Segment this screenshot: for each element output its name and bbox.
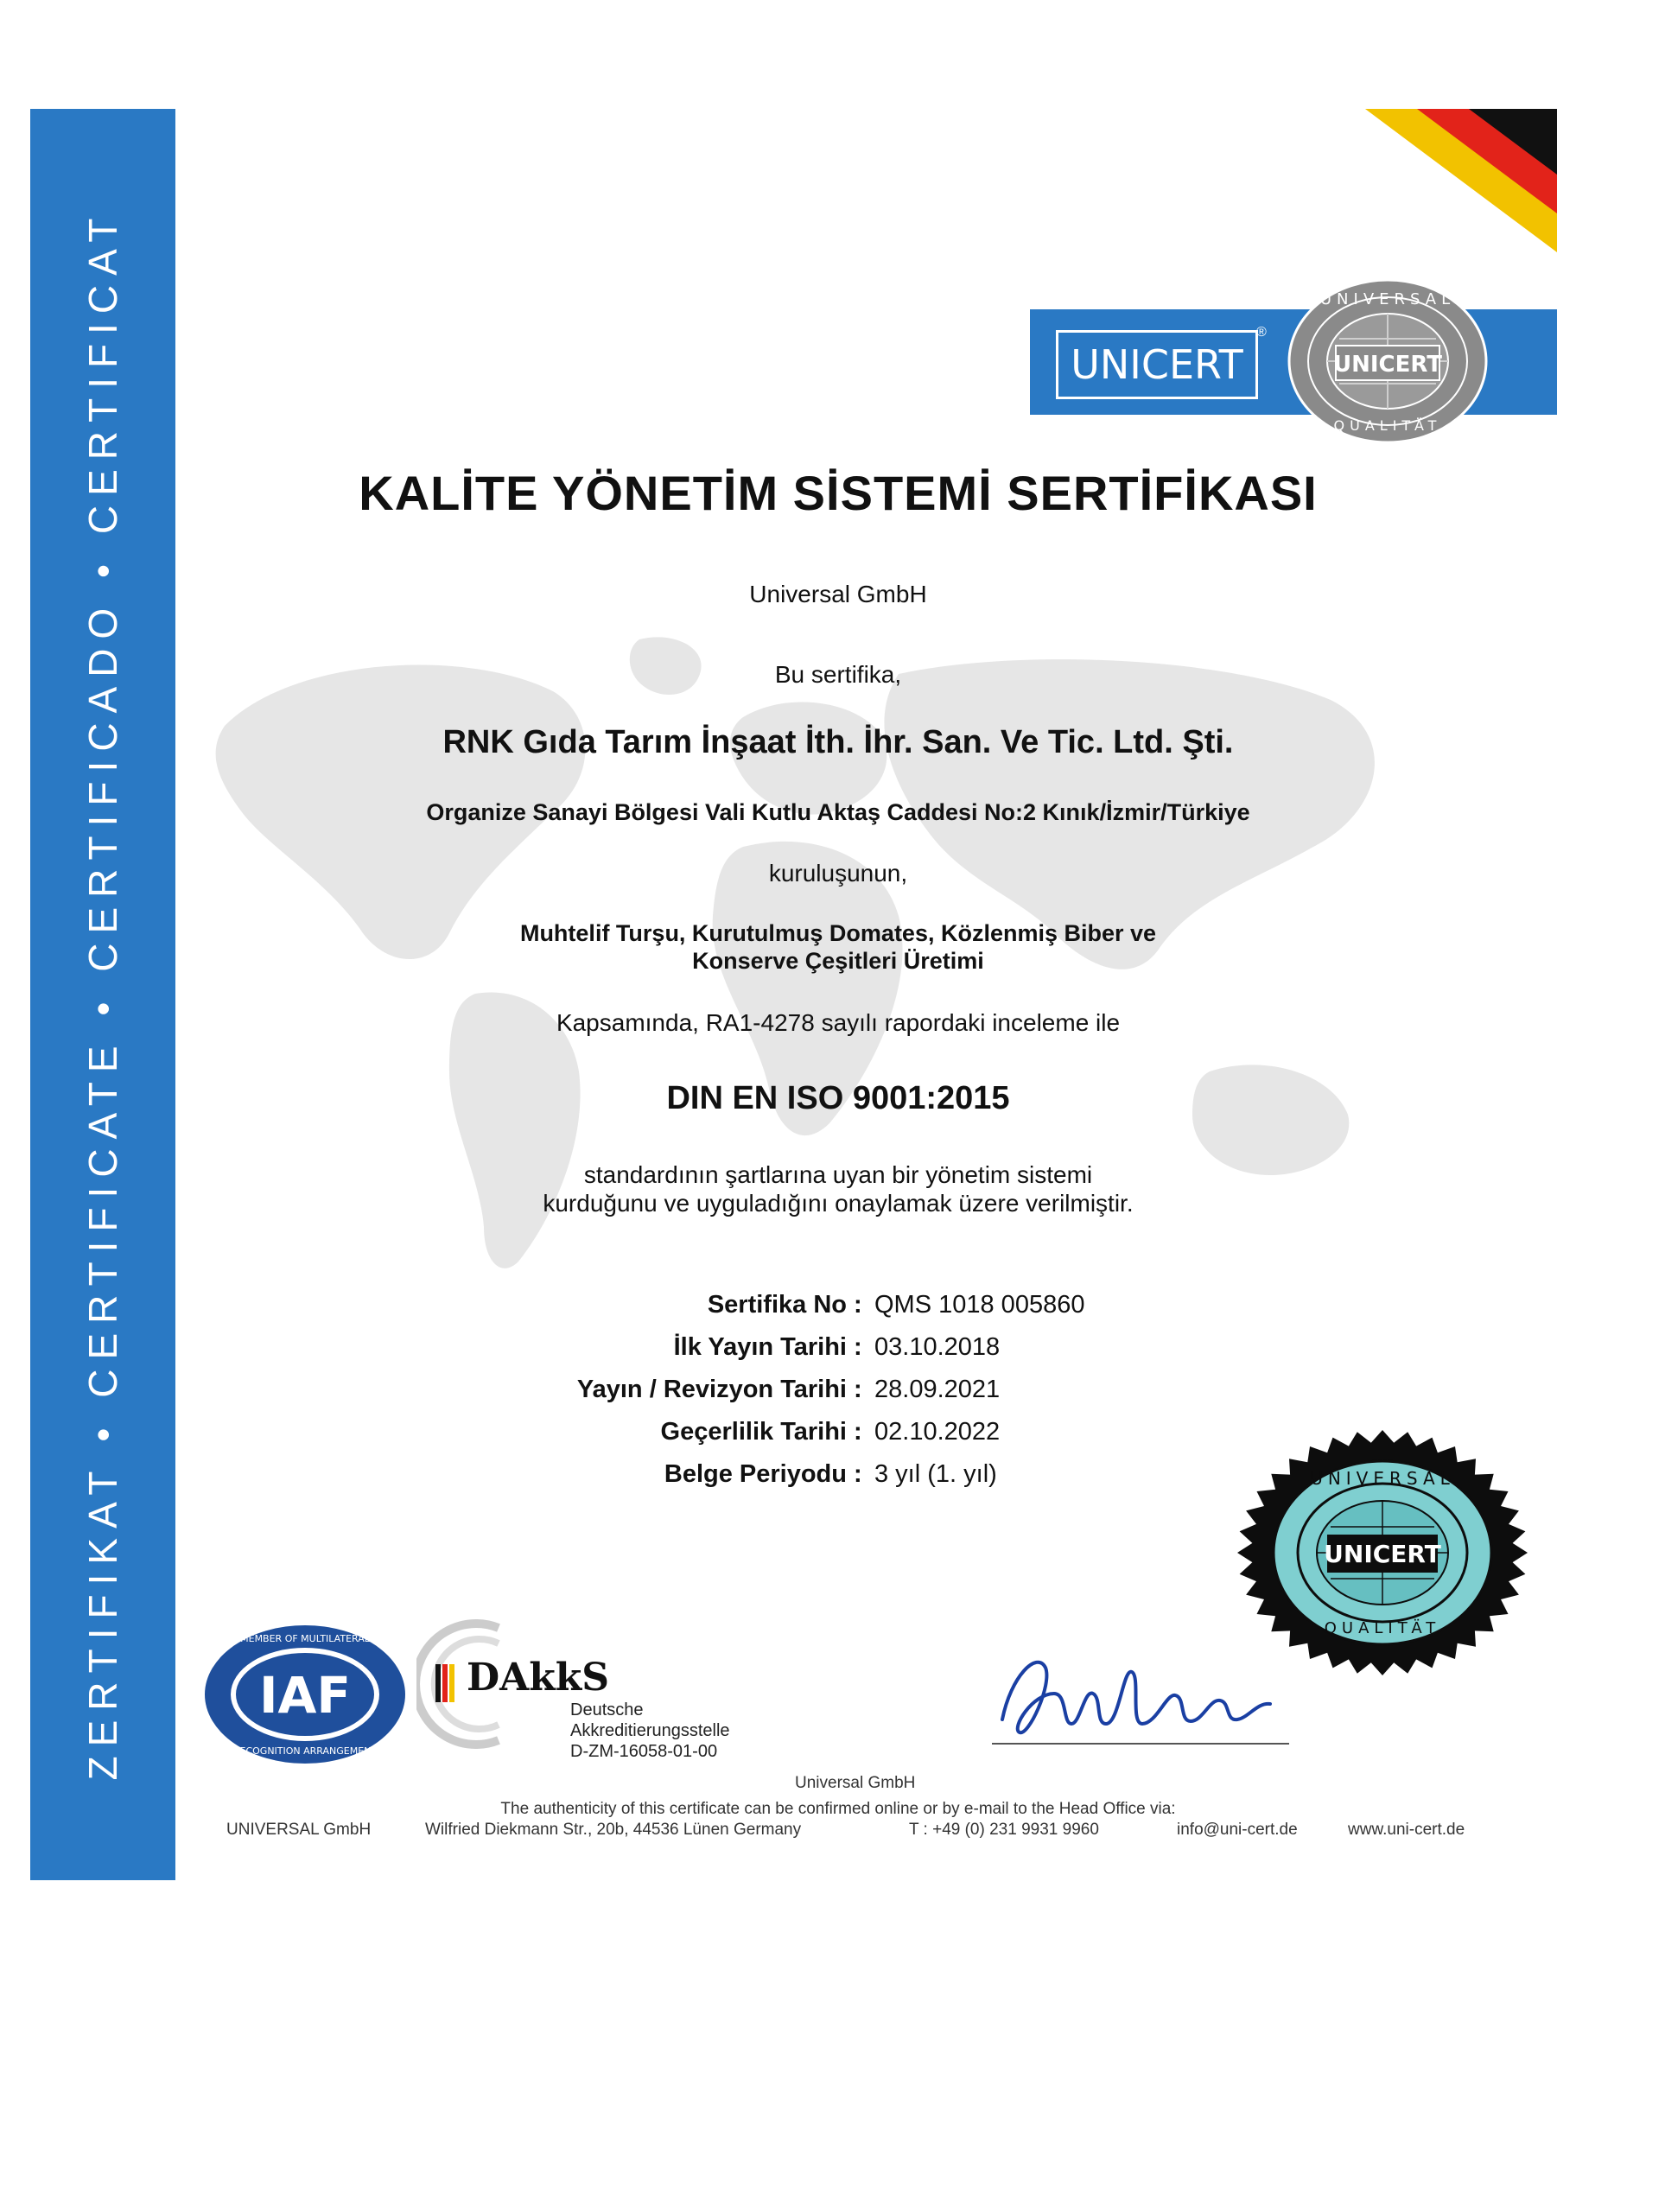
iaf-logo — [201, 1621, 409, 1768]
side-band — [30, 109, 175, 1880]
footer-authenticity: The authenticity of this certificate can be confirmed online or by e-mail to the Head Office via: — [500, 1800, 1176, 1818]
header-seal-top-text: UNIVERSAL — [1319, 290, 1456, 308]
side-band-text: ZERTIFIKAT • CERTIFICATE • CERTIFICADO • CERTIFICAT — [80, 208, 125, 1781]
org-suffix: kuruluşunun, — [768, 860, 908, 887]
detail-row-period: Belge Periyodu : 3 yıl (1. yıl) — [363, 1460, 1141, 1498]
footer-website[interactable]: www.uni-cert.de — [1348, 1821, 1465, 1839]
iaf-ring-top: MEMBER OF MULTILATERAL — [240, 1633, 370, 1644]
dakks-line-2: Akkreditierungsstelle — [570, 1721, 730, 1740]
dakks-name: DAkkS — [467, 1656, 610, 1700]
detail-row-revision: Yayın / Revizyon Tarihi : 28.09.2021 — [363, 1376, 1141, 1414]
flag-corner — [1365, 109, 1557, 252]
detail-label: Sertifika No — [707, 1291, 847, 1319]
company-address: Organize Sanayi Bölgesi Vali Kutlu Aktaş Caddesi No:2 Kınık/İzmir/Türkiye — [426, 799, 1250, 825]
detail-value: 02.10.2022 — [874, 1418, 1001, 1446]
signature-caption: Universal GmbH — [795, 1774, 916, 1792]
statement-line-2: kurduğunu ve uyguladığını onaylamak üzere verilmiştir. — [543, 1190, 1134, 1217]
intro-text: Bu sertifika, — [774, 661, 902, 688]
scope-line-2: Konserve Çeşitleri Üretimi — [692, 948, 984, 974]
standard-name: DIN EN ISO 9001:2015 — [666, 1080, 1010, 1116]
detail-value: QMS 1018 005860 — [874, 1291, 1085, 1319]
unicert-rosette-seal — [1236, 1427, 1529, 1678]
detail-value: 03.10.2018 — [874, 1333, 1001, 1361]
issuer-name: Universal GmbH — [749, 581, 927, 607]
certificate-title: KALİTE YÖNETİM SİSTEMİ SERTİFİKASI — [359, 466, 1318, 520]
detail-label: Belge Periyodu — [664, 1460, 847, 1488]
detail-label: İlk Yayın Tarihi — [673, 1333, 847, 1361]
iaf-text: IAF — [258, 1666, 352, 1725]
footer-email[interactable]: info@uni-cert.de — [1177, 1821, 1298, 1839]
big-seal-bottom-text: QUALITÄT — [1324, 1619, 1441, 1637]
detail-label: Geçerlilik Tarihi — [660, 1418, 847, 1446]
header-seal-bottom-text: QUALITÄT — [1333, 417, 1442, 434]
statement-line-1: standardının şartlarına uyan bir yönetim sistemi — [583, 1161, 1093, 1188]
detail-value: 28.09.2021 — [874, 1376, 1001, 1403]
big-seal-top-text: UNIVERSAL — [1310, 1468, 1455, 1489]
registered-icon: ® — [1256, 325, 1267, 340]
dakks-line-3: D-ZM-16058-01-00 — [570, 1742, 718, 1761]
detail-row-first-issue: İlk Yayın Tarihi : 03.10.2018 — [363, 1333, 1141, 1371]
report-line: Kapsamında, RA1-4278 sayılı rapordaki inceleme ile — [556, 1009, 1121, 1036]
detail-value: 3 yıl (1. yıl) — [874, 1460, 997, 1488]
company-name: RNK Gıda Tarım İnşaat İth. İhr. San. Ve Tic. Ltd. Şti. — [442, 724, 1234, 760]
detail-row-certificate-no: Sertifika No : QMS 1018 005860 — [363, 1291, 1141, 1329]
signature — [985, 1642, 1296, 1754]
scope-line-1: Muhtelif Turşu, Kurutulmuş Domates, Közlenmiş Biber ve — [519, 920, 1157, 946]
big-seal-center-text: UNICERT — [1324, 1540, 1441, 1568]
header-seal-center-text: UNICERT — [1333, 352, 1442, 378]
dakks-line-1: Deutsche — [570, 1700, 644, 1719]
footer-address: Wilfried Diekmann Str., 20b, 44536 Lünen Germany — [425, 1821, 802, 1839]
unicert-logo-box: UNICERT — [1056, 330, 1258, 399]
detail-row-validity: Geçerlilik Tarihi : 02.10.2022 — [363, 1418, 1141, 1456]
footer-phone: T : +49 (0) 231 9931 9960 — [909, 1821, 1099, 1839]
detail-label: Yayın / Revizyon Tarihi — [576, 1376, 847, 1403]
header-seal — [1287, 278, 1488, 444]
iaf-ring-bottom: RECOGNITION ARRANGEMENT — [232, 1745, 378, 1757]
footer-company: UNIVERSAL GmbH — [226, 1821, 372, 1839]
